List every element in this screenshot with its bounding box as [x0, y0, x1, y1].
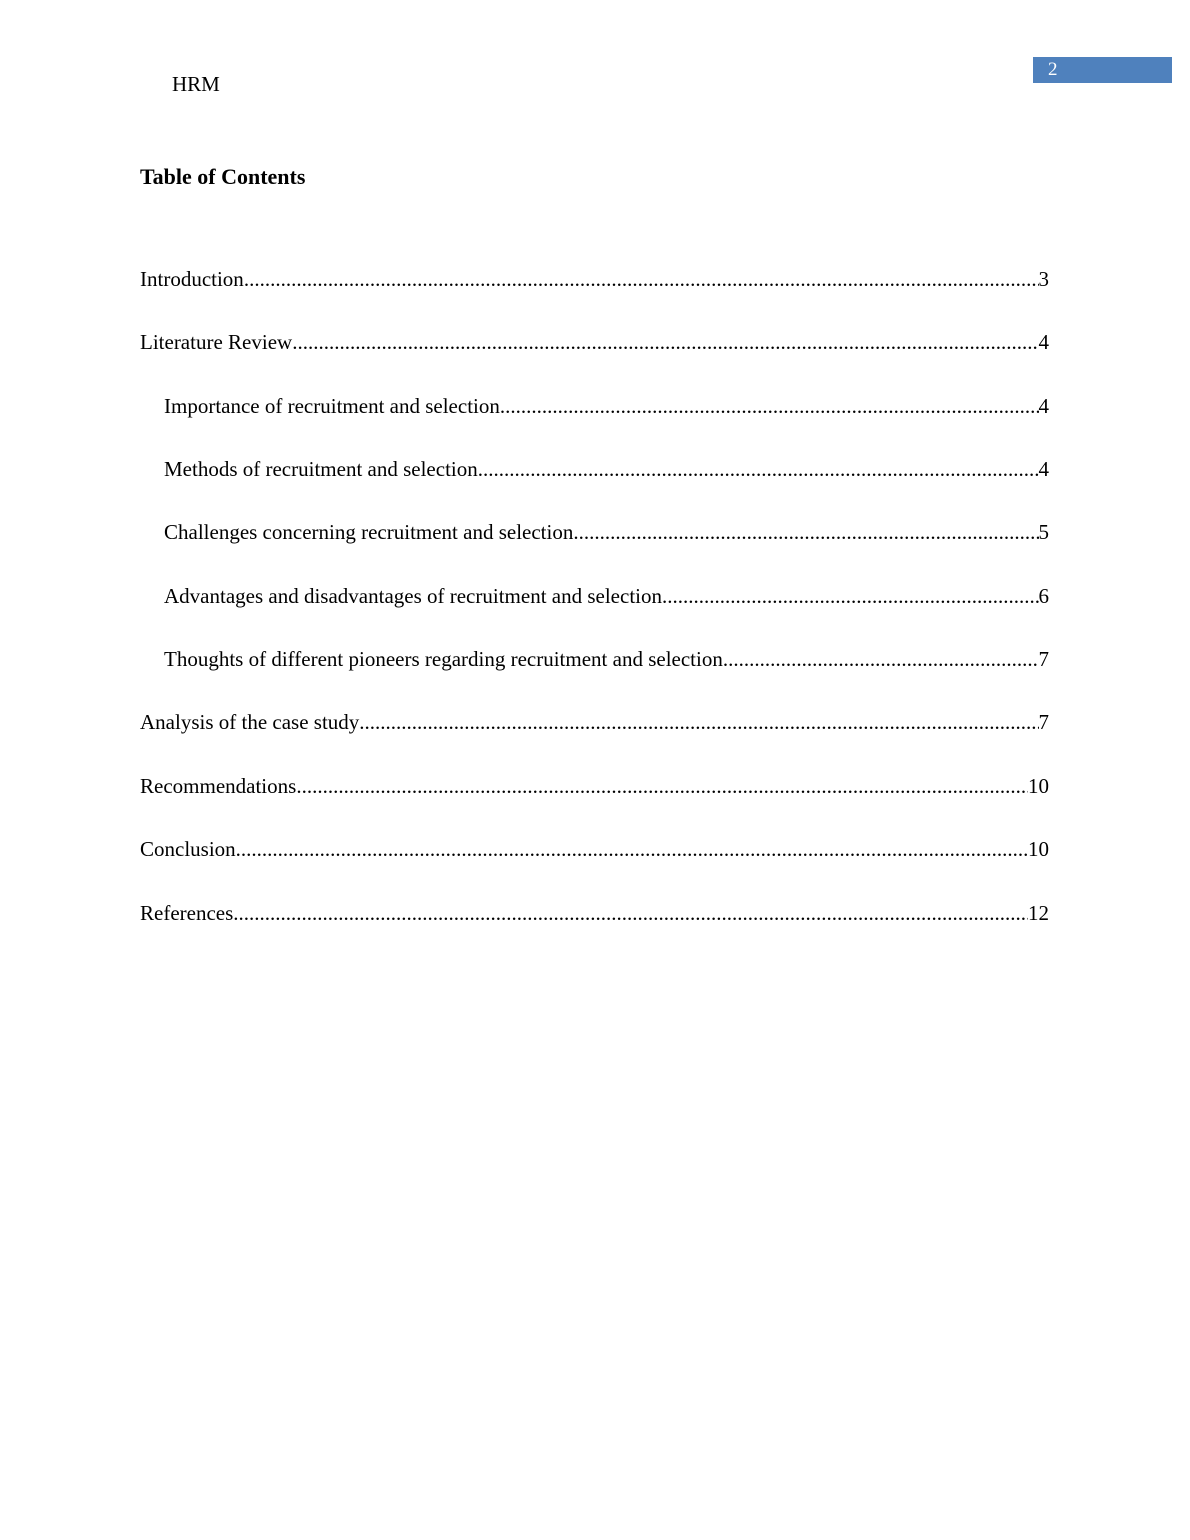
toc-dot-leader	[292, 328, 1038, 356]
toc-entry-literature-review[interactable]	[140, 328, 1049, 356]
page-number-badge	[1033, 57, 1172, 83]
toc-entry-page: 4	[1038, 457, 1049, 481]
toc-dot-leader	[296, 772, 1028, 800]
toc-entry-conclusion[interactable]	[140, 835, 1049, 863]
toc-dot-leader	[723, 645, 1039, 673]
toc-entry-label: Importance of recruitment and selection	[164, 394, 500, 418]
toc-entry-introduction[interactable]	[140, 265, 1049, 293]
toc-entry-methods[interactable]	[164, 455, 1049, 483]
toc-entry-label: Methods of recruitment and selection	[164, 457, 478, 481]
toc-entry-advantages[interactable]	[164, 582, 1049, 610]
toc-dot-leader	[244, 265, 1039, 293]
toc-entry-references[interactable]	[140, 899, 1049, 927]
toc-entry-page: 12	[1028, 901, 1049, 925]
toc-entry-label: Advantages and disadvantages of recruitment and selection	[164, 584, 662, 608]
toc-dot-leader	[359, 708, 1038, 736]
toc-entry-importance[interactable]	[164, 392, 1049, 420]
toc-entry-analysis[interactable]	[140, 708, 1049, 736]
page-number: 2	[1048, 59, 1058, 80]
toc-entry-thoughts[interactable]	[164, 645, 1049, 673]
toc-dot-leader	[500, 392, 1039, 420]
toc-entry-label: Introduction	[140, 267, 244, 291]
toc-entry-label: References	[140, 901, 234, 925]
toc-entry-challenges[interactable]	[164, 518, 1049, 546]
toc-dot-leader	[662, 582, 1039, 610]
toc-entry-page: 4	[1038, 330, 1049, 354]
toc-entry-page: 10	[1028, 837, 1049, 861]
table-of-contents	[140, 0, 1049, 1540]
toc-entry-label: Analysis of the case study	[140, 710, 360, 734]
toc-entry-label: Conclusion	[140, 837, 236, 861]
toc-dot-leader	[478, 455, 1039, 483]
toc-entry-page: 5	[1038, 520, 1049, 544]
toc-entry-label: Literature Review	[140, 330, 293, 354]
toc-dot-leader	[236, 835, 1028, 863]
toc-entry-page: 4	[1038, 394, 1049, 418]
toc-entry-label: Recommendations	[140, 774, 297, 798]
toc-entry-page: 3	[1038, 267, 1049, 291]
toc-entry-recommendations[interactable]	[140, 772, 1049, 800]
toc-entry-page: 7	[1038, 710, 1049, 734]
toc-entry-page: 10	[1028, 774, 1049, 798]
toc-dot-leader	[573, 518, 1038, 546]
running-header-title: HRM	[172, 72, 220, 96]
toc-entry-label: Challenges concerning recruitment and selection	[164, 520, 574, 544]
toc-entry-label: Thoughts of different pioneers regarding recruitment and selection	[164, 647, 723, 671]
toc-dot-leader	[233, 899, 1028, 927]
toc-entry-page: 7	[1038, 647, 1049, 671]
toc-heading: Table of Contents	[140, 164, 306, 189]
toc-entry-page: 6	[1038, 584, 1049, 608]
